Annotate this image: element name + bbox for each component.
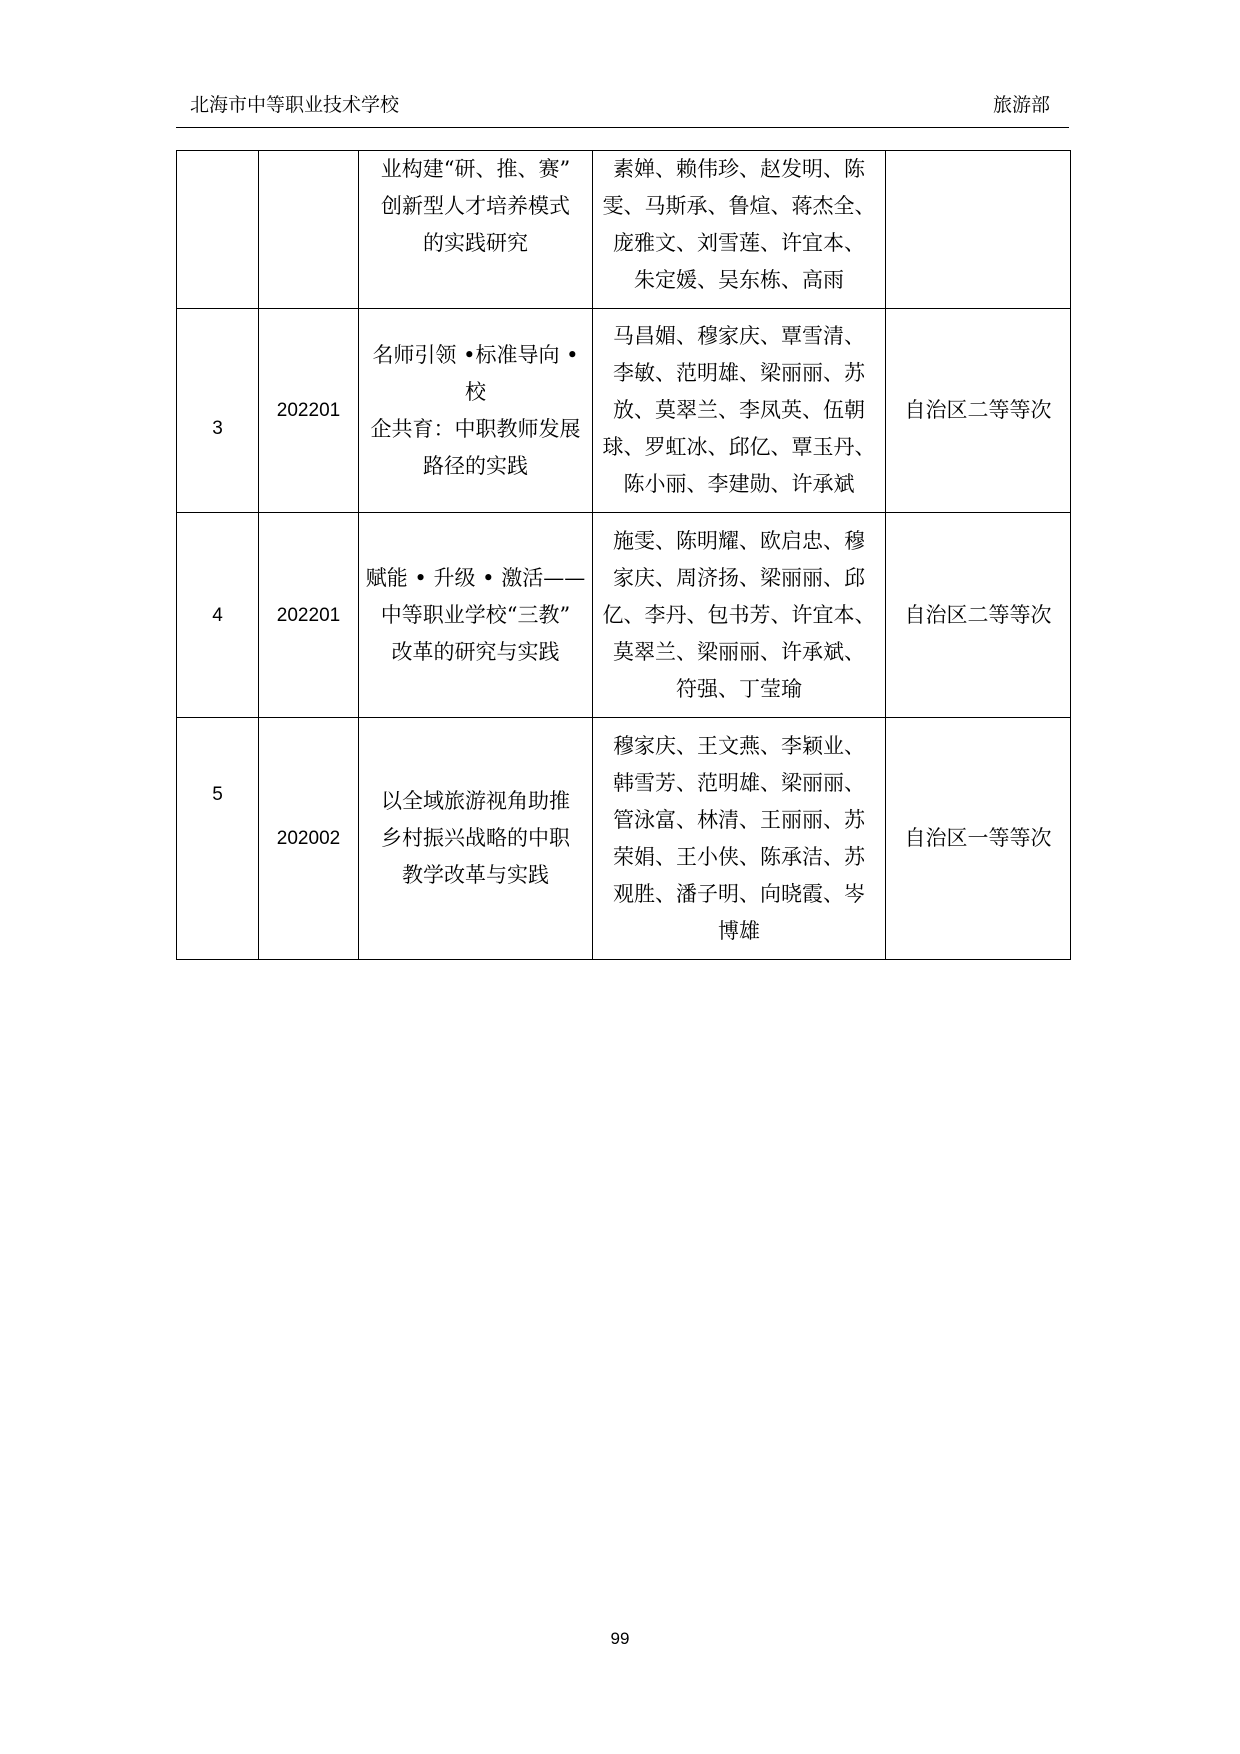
project-title [359, 151, 593, 309]
table-row [177, 718, 1071, 960]
title-line: 中等职业学校“三教” [380, 602, 571, 627]
title-line: 乡村振兴战略的中职 [381, 826, 570, 850]
title-line: 名师引领 •标准导向 •校 [372, 342, 579, 404]
member-line: 庞雅文、刘雪莲、许宜本、 [613, 231, 865, 255]
award-level: 自治区二等等次 [886, 513, 1071, 718]
table-row [177, 513, 1071, 718]
header-school: 北海市中等职业技术学校 [190, 94, 400, 116]
row-number [177, 151, 259, 309]
row-code [259, 151, 359, 309]
member-line: 莫翠兰、梁丽丽、许承斌、 [613, 639, 865, 664]
member-line: 雯、马斯承、鲁煊、蒋杰全、 [602, 194, 876, 218]
team-members [593, 718, 886, 960]
title-line: 赋能 • 升级 • 激活—— [365, 565, 586, 590]
team-members [593, 309, 886, 513]
project-title [359, 718, 593, 960]
award-level: 自治区二等等次 [886, 309, 1071, 513]
member-line: 观胜、潘子明、向晓霞、岑 [613, 881, 865, 906]
row-code: 202002 [259, 718, 359, 960]
header-rule [176, 127, 1069, 128]
row-number: 4 [177, 513, 259, 718]
title-line: 以全域旅游视角助推 [381, 789, 570, 813]
member-line: 符强、丁莹瑜 [676, 676, 802, 701]
member-line: 穆家庆、王文燕、李颖业、 [613, 733, 865, 758]
row-code: 202201 [259, 513, 359, 718]
row-number [177, 718, 259, 960]
title-line: 教学改革与实践 [402, 863, 549, 887]
page-number: 99 [610, 1629, 630, 1648]
title-line: 业构建“研、推、赛” [380, 157, 571, 181]
member-line: 马昌媚、穆家庆、覃雪清、 [613, 324, 865, 348]
member-line: 陈小丽、李建勋、许承斌 [623, 472, 855, 496]
member-line: 博雄 [718, 918, 760, 943]
row-number-text: 5 [212, 784, 223, 805]
member-line: 韩雪芳、范明雄、梁丽丽、 [613, 770, 865, 795]
title-line: 企共育：中职教师发展 [370, 416, 581, 441]
title-line: 路径的实践 [423, 453, 528, 478]
table-row [177, 309, 1071, 513]
title-line: 的实践研究 [423, 231, 528, 255]
row-number [177, 309, 259, 513]
title-line: 改革的研究与实践 [391, 639, 560, 664]
member-line: 素婵、赖伟珍、赵发明、陈 [613, 157, 865, 181]
member-line: 朱定媛、吴东栋、高雨 [634, 268, 844, 292]
table-row [177, 151, 1071, 309]
project-title [359, 513, 593, 718]
title-line: 创新型人才培养模式 [381, 194, 570, 218]
award-level [886, 151, 1071, 309]
member-line: 放、莫翠兰、李凤英、伍朝 [613, 398, 865, 422]
achievements-table [176, 150, 1071, 960]
header-department: 旅游部 [992, 94, 1050, 116]
team-members [593, 151, 886, 309]
award-level: 自治区一等等次 [886, 718, 1071, 960]
member-line: 球、罗虹冰、邱亿、覃玉丹、 [602, 435, 876, 459]
member-line: 荣娟、王小侠、陈承洁、苏 [613, 844, 865, 869]
row-number-text: 3 [212, 418, 223, 439]
member-line: 施雯、陈明耀、欧启忠、穆 [613, 528, 865, 553]
member-line: 管泳富、林清、王丽丽、苏 [613, 807, 865, 832]
row-code: 202201 [259, 309, 359, 513]
member-line: 亿、李丹、包书芳、许宜本、 [602, 602, 876, 627]
member-line: 李敏、范明雄、梁丽丽、苏 [613, 361, 865, 385]
project-title [359, 309, 593, 513]
team-members [593, 513, 886, 718]
member-line: 家庆、周济扬、梁丽丽、邱 [613, 565, 865, 590]
